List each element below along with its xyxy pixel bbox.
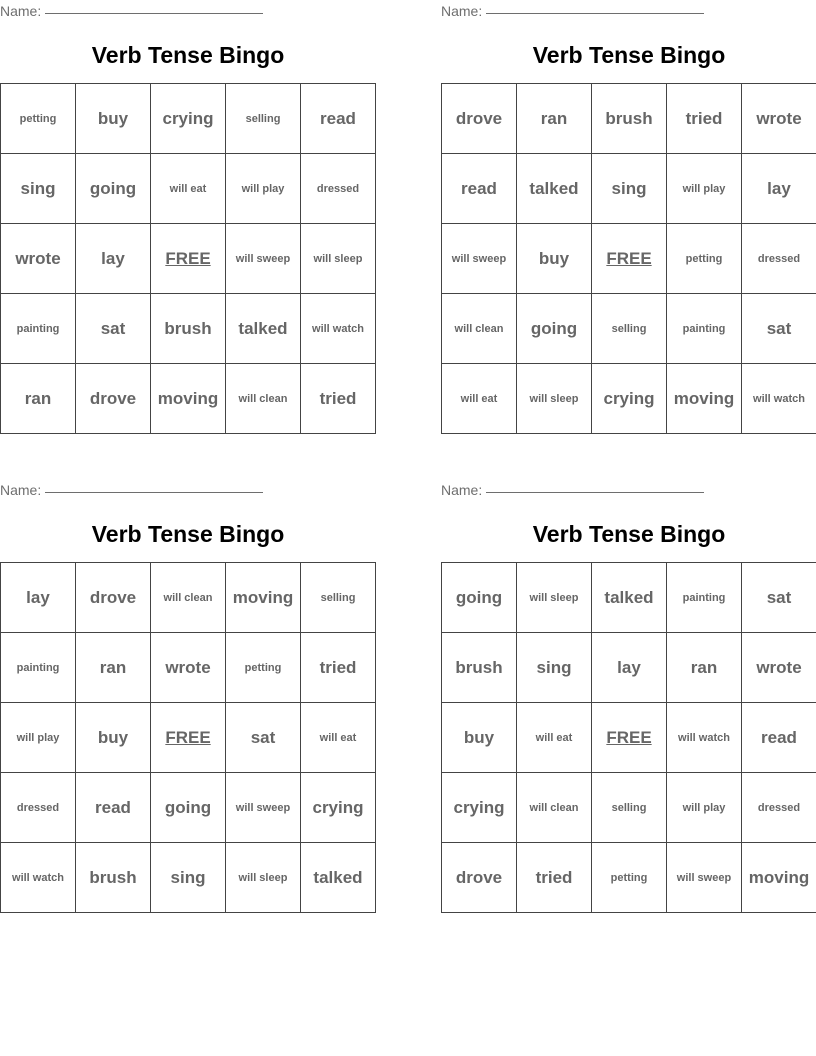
bingo-cell: dressed: [1, 773, 76, 843]
free-space-cell: FREE: [592, 224, 667, 294]
bingo-grid: [441, 562, 816, 913]
bingo-cell: moving: [151, 364, 226, 434]
bingo-cell: tried: [667, 84, 742, 154]
name-line: [0, 479, 376, 501]
bingo-cell: will eat: [151, 154, 226, 224]
bingo-cell: ran: [76, 633, 151, 703]
bingo-cell: drove: [442, 843, 517, 913]
bingo-cell: will play: [226, 154, 301, 224]
bingo-cell: sat: [742, 563, 816, 633]
bingo-cell: will clean: [226, 364, 301, 434]
bingo-cell: selling: [226, 84, 301, 154]
bingo-cell: will play: [1, 703, 76, 773]
bingo-cell: wrote: [742, 84, 816, 154]
bingo-cell: lay: [76, 224, 151, 294]
bingo-cell: talked: [301, 843, 376, 913]
free-space-cell: FREE: [592, 703, 667, 773]
bingo-cell: brush: [151, 294, 226, 364]
name-label: Name:: [0, 3, 42, 19]
name-line: [0, 0, 376, 22]
bingo-cell: sing: [592, 154, 667, 224]
bingo-cell: will play: [667, 154, 742, 224]
bingo-cell: painting: [1, 294, 76, 364]
card-title: Verb Tense Bingo: [532, 42, 726, 68]
bingo-cell: will sweep: [226, 773, 301, 843]
bingo-cell: moving: [226, 563, 301, 633]
bingo-cell: tried: [301, 633, 376, 703]
bingo-cell: ran: [667, 633, 742, 703]
bingo-card: [441, 479, 816, 913]
bingo-cell: crying: [442, 773, 517, 843]
bingo-cell: wrote: [151, 633, 226, 703]
bingo-cell: will clean: [442, 294, 517, 364]
bingo-cell: buy: [76, 703, 151, 773]
bingo-cell: crying: [592, 364, 667, 434]
bingo-cell: ran: [1, 364, 76, 434]
bingo-cell: lay: [742, 154, 816, 224]
bingo-cell: buy: [442, 703, 517, 773]
bingo-cell: sing: [151, 843, 226, 913]
bingo-cell: painting: [667, 563, 742, 633]
bingo-cell: dressed: [742, 224, 816, 294]
bingo-cell: talked: [226, 294, 301, 364]
bingo-cell: read: [442, 154, 517, 224]
bingo-cell: buy: [517, 224, 592, 294]
bingo-cell: selling: [301, 563, 376, 633]
free-space-cell: FREE: [151, 703, 226, 773]
bingo-cell: sing: [517, 633, 592, 703]
bingo-cell: will sweep: [226, 224, 301, 294]
bingo-cell: will watch: [301, 294, 376, 364]
bingo-cell: moving: [742, 843, 816, 913]
bingo-cell: crying: [151, 84, 226, 154]
bingo-cell: will sleep: [301, 224, 376, 294]
bingo-cell: will watch: [1, 843, 76, 913]
bingo-cell: lay: [1, 563, 76, 633]
bingo-cell: selling: [592, 773, 667, 843]
name-blank: [45, 0, 263, 14]
bingo-cell: sat: [226, 703, 301, 773]
bingo-grid: [441, 83, 816, 434]
bingo-cell: buy: [76, 84, 151, 154]
bingo-cell: wrote: [1, 224, 76, 294]
bingo-cell: will sweep: [667, 843, 742, 913]
name-blank: [486, 478, 704, 493]
bingo-cell: will eat: [301, 703, 376, 773]
bingo-cell: wrote: [742, 633, 816, 703]
bingo-cell: tried: [301, 364, 376, 434]
bingo-cell: read: [742, 703, 816, 773]
bingo-cell: drove: [442, 84, 517, 154]
bingo-cell: will clean: [517, 773, 592, 843]
bingo-cell: sat: [76, 294, 151, 364]
bingo-cell: sat: [742, 294, 816, 364]
bingo-cell: going: [76, 154, 151, 224]
bingo-cell: brush: [442, 633, 517, 703]
bingo-cell: will sleep: [226, 843, 301, 913]
bingo-grid: [0, 562, 376, 913]
bingo-cell: talked: [592, 563, 667, 633]
bingo-cell: read: [301, 84, 376, 154]
bingo-cell: ran: [517, 84, 592, 154]
bingo-cell: lay: [592, 633, 667, 703]
bingo-cell: crying: [301, 773, 376, 843]
name-line: [441, 0, 816, 22]
bingo-cell: selling: [592, 294, 667, 364]
bingo-cell: petting: [226, 633, 301, 703]
bingo-cell: will clean: [151, 563, 226, 633]
bingo-cell: talked: [517, 154, 592, 224]
bingo-cell: sing: [1, 154, 76, 224]
bingo-cell: will play: [667, 773, 742, 843]
name-line: [441, 479, 816, 501]
bingo-cell: read: [76, 773, 151, 843]
bingo-cell: painting: [667, 294, 742, 364]
bingo-cell: drove: [76, 364, 151, 434]
bingo-cell: will eat: [517, 703, 592, 773]
bingo-cell: will sweep: [442, 224, 517, 294]
bingo-cell: brush: [592, 84, 667, 154]
bingo-grid: [0, 83, 376, 434]
card-title: Verb Tense Bingo: [91, 521, 285, 547]
card-title: Verb Tense Bingo: [91, 42, 285, 68]
bingo-cell: petting: [592, 843, 667, 913]
bingo-cell: painting: [1, 633, 76, 703]
bingo-cell: will watch: [742, 364, 816, 434]
name-blank: [45, 478, 263, 493]
bingo-card: [0, 479, 376, 913]
bingo-cell: drove: [76, 563, 151, 633]
card-title: Verb Tense Bingo: [532, 521, 726, 547]
bingo-cell: tried: [517, 843, 592, 913]
name-label: Name:: [0, 482, 42, 498]
bingo-cell: going: [151, 773, 226, 843]
bingo-cell: brush: [76, 843, 151, 913]
name-blank: [486, 0, 704, 14]
bingo-cell: will eat: [442, 364, 517, 434]
bingo-cell: dressed: [742, 773, 816, 843]
bingo-cell: will watch: [667, 703, 742, 773]
free-space-cell: FREE: [151, 224, 226, 294]
bingo-cell: will sleep: [517, 364, 592, 434]
bingo-card: [0, 0, 376, 434]
bingo-card: [441, 0, 816, 434]
name-label: Name:: [441, 482, 483, 498]
bingo-cell: dressed: [301, 154, 376, 224]
name-label: Name:: [441, 3, 483, 19]
bingo-cell: petting: [1, 84, 76, 154]
bingo-cell: petting: [667, 224, 742, 294]
bingo-cell: going: [517, 294, 592, 364]
bingo-cell: going: [442, 563, 517, 633]
bingo-cell: will sleep: [517, 563, 592, 633]
bingo-cell: moving: [667, 364, 742, 434]
